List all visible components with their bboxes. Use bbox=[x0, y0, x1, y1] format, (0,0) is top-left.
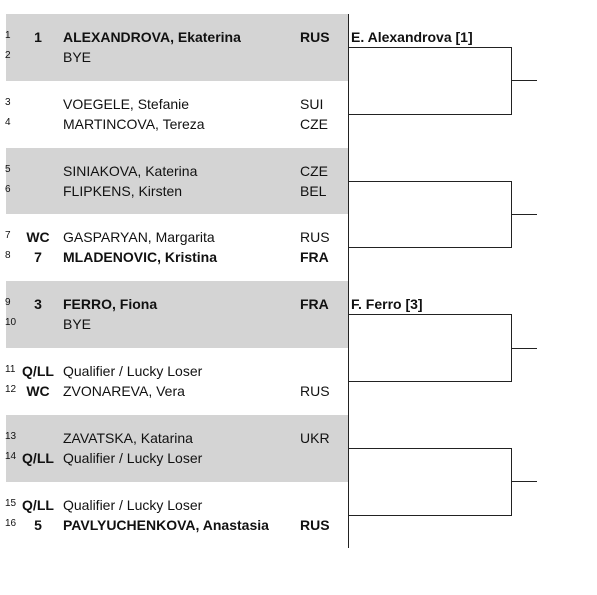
bracket-line bbox=[348, 114, 511, 115]
seed-label: WC bbox=[26, 383, 50, 399]
player-country: RUS bbox=[300, 29, 330, 45]
match-winner: F. Ferro [3] bbox=[351, 296, 423, 313]
player-row bbox=[0, 27, 348, 47]
draw-position-number: 2 bbox=[5, 50, 11, 61]
player-country: RUS bbox=[300, 383, 330, 399]
draw-position-number: 14 bbox=[5, 450, 17, 462]
player-name: ZVONAREVA, Vera bbox=[63, 383, 185, 399]
player-name: FERRO, Fiona bbox=[63, 296, 158, 313]
seed-label: 1 bbox=[34, 29, 42, 45]
player-name: Qualifier / Lucky Loser bbox=[63, 496, 203, 513]
player-country: CZE bbox=[300, 115, 328, 132]
player-name: BYE bbox=[63, 49, 92, 65]
player-name: MLADENOVIC, Kristina bbox=[63, 249, 218, 266]
player-row bbox=[0, 181, 348, 201]
player-country: FRA bbox=[300, 296, 329, 313]
seed-label: Q/LL bbox=[22, 363, 54, 379]
draw-position-number: 3 bbox=[5, 96, 11, 108]
player-name: BYE bbox=[63, 316, 92, 333]
draw-position-number: 5 bbox=[5, 163, 11, 175]
draw-position-number: 9 bbox=[5, 297, 11, 309]
draw-position-number: 15 bbox=[5, 497, 17, 509]
bracket-line bbox=[348, 247, 511, 248]
player-name: VOEGELE, Stefanie bbox=[63, 95, 190, 112]
player-name: FLIPKENS, Kirsten bbox=[63, 182, 183, 199]
seed-label: 3 bbox=[34, 296, 42, 313]
player-name: Qualifier / Lucky Loser bbox=[63, 363, 203, 379]
draw-position-number: 12 bbox=[5, 384, 17, 395]
player-row bbox=[0, 428, 348, 448]
draw-position-number: 10 bbox=[5, 317, 17, 329]
player-name: ZAVATSKA, Katarina bbox=[63, 429, 193, 446]
player-row bbox=[0, 247, 348, 267]
seed-label: 5 bbox=[34, 516, 42, 533]
draw-position-number: 8 bbox=[5, 250, 11, 262]
seed-label: Q/LL bbox=[22, 496, 54, 513]
player-country: FRA bbox=[300, 249, 329, 266]
player-country: CZE bbox=[300, 162, 328, 179]
player-name: PAVLYUCHENKOVA, Anastasia bbox=[63, 516, 269, 533]
player-row bbox=[0, 495, 348, 515]
draw-position-number: 13 bbox=[5, 430, 17, 442]
player-row bbox=[0, 381, 348, 401]
bracket-next-round-line bbox=[511, 214, 537, 215]
bracket-next-round-line bbox=[511, 348, 537, 349]
player-row bbox=[0, 227, 348, 247]
player-row bbox=[0, 314, 348, 334]
bracket-line bbox=[348, 381, 511, 382]
player-row bbox=[0, 114, 348, 134]
bracket-next-round-line bbox=[511, 80, 537, 81]
seed-label: Q/LL bbox=[22, 449, 54, 466]
match-winner: E. Alexandrova [1] bbox=[351, 29, 473, 45]
player-country: SUI bbox=[300, 95, 324, 112]
bracket-next-round-line bbox=[511, 481, 537, 482]
player-country: UKR bbox=[300, 429, 330, 446]
player-row bbox=[0, 161, 348, 181]
bracket-line bbox=[348, 448, 511, 449]
player-row bbox=[0, 448, 348, 468]
player-name: SINIAKOVA, Katerina bbox=[63, 162, 198, 179]
bracket-line bbox=[348, 181, 511, 182]
player-name: GASPARYAN, Margarita bbox=[63, 229, 215, 246]
player-country: BEL bbox=[300, 182, 327, 199]
draw-position-number: 16 bbox=[5, 517, 17, 529]
seed-label: WC bbox=[26, 229, 50, 246]
player-row bbox=[0, 294, 348, 314]
bracket-line bbox=[348, 515, 511, 516]
player-name: ALEXANDROVA, Ekaterina bbox=[63, 29, 241, 45]
draw-position-number: 11 bbox=[5, 364, 16, 375]
player-name: MARTINCOVA, Tereza bbox=[63, 115, 205, 132]
draw-position-number: 4 bbox=[5, 116, 11, 128]
player-row bbox=[0, 515, 348, 535]
player-row bbox=[0, 47, 348, 67]
seed-label: 7 bbox=[34, 249, 42, 266]
player-country: RUS bbox=[300, 229, 330, 246]
player-country: RUS bbox=[300, 516, 330, 533]
draw-position-number: 7 bbox=[5, 230, 11, 242]
player-row bbox=[0, 361, 348, 381]
draw-position-number: 1 bbox=[5, 30, 11, 41]
player-row bbox=[0, 94, 348, 114]
draw-divider-line bbox=[348, 14, 349, 548]
player-name: Qualifier / Lucky Loser bbox=[63, 449, 203, 466]
draw-position-number: 6 bbox=[5, 183, 11, 195]
bracket-line bbox=[348, 47, 511, 48]
